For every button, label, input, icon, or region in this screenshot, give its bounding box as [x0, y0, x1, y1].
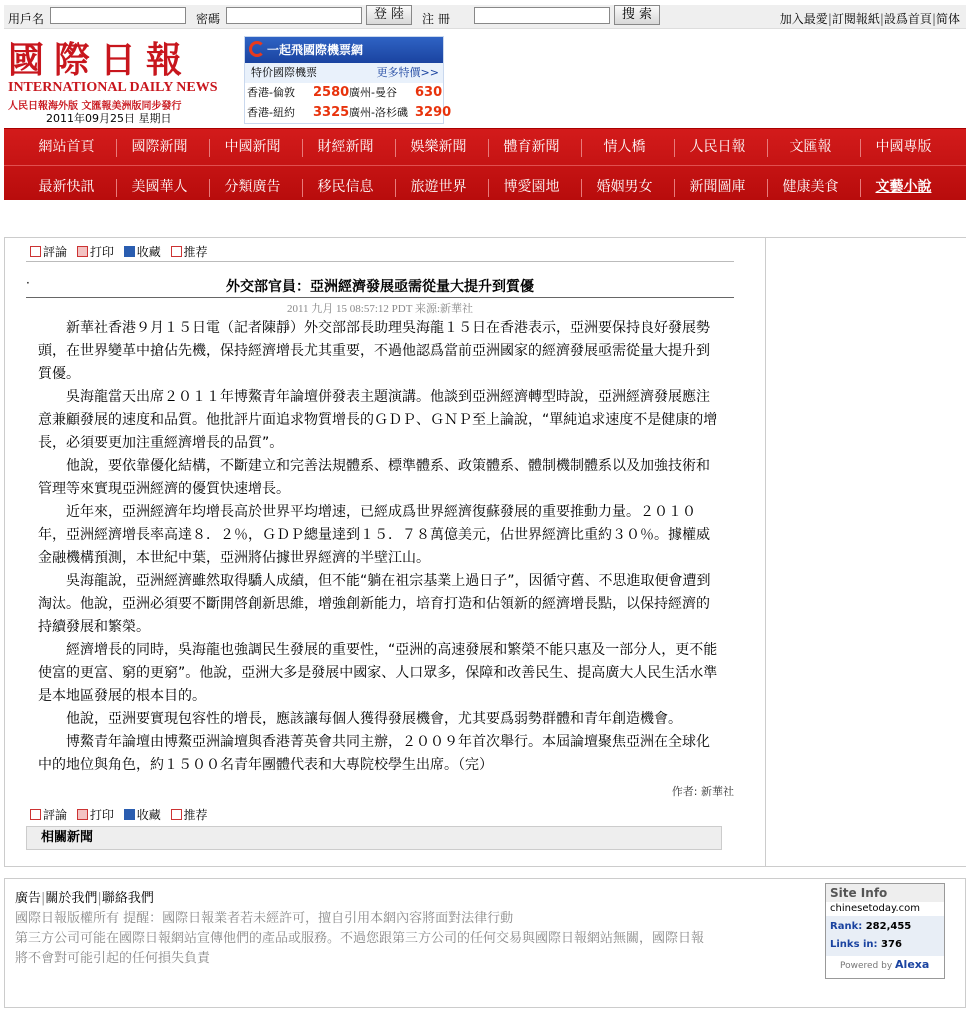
- nav-item[interactable]: 婚姻男女: [596, 179, 653, 195]
- footer-line: 將不會對可能引起的任何損失負責: [15, 951, 211, 966]
- footer-ad-link[interactable]: 廣告: [15, 891, 42, 906]
- article-paragraph: 吳海龍當天出席２０１１年博鰲青年論壇併發表主題演講。他談到亞洲經濟轉型時說，亞洲經濟發展應注意兼顧發展的速度和品質。他批評片面追求物質增長的ＧＤＰ、ＧＮＰ至上論說，“單純追求速度不是健康的增長，必須要更加注重經濟增長的品質”。: [38, 389, 718, 451]
- route-city[interactable]: 香港-紐約: [247, 106, 295, 119]
- main-navigation: [4, 128, 966, 200]
- nav-item[interactable]: 文匯報: [789, 139, 832, 155]
- powered-by: Powered by Alexa: [840, 958, 930, 971]
- logo-english: INTERNATIONAL DAILY NEWS: [8, 80, 218, 95]
- site-logo[interactable]: [8, 39, 218, 112]
- nav-row-2: [4, 169, 966, 205]
- ad-header: [245, 37, 443, 63]
- route-city[interactable]: 香港-倫敦: [247, 86, 295, 99]
- print-button[interactable]: 打印: [77, 243, 114, 260]
- article-paragraph: 博鰲青年論壇由博鰲亞洲論壇與香港菁英會共同主辦，２００９年首次舉行。本屆論壇聚焦亞洲在全球化中的地位與角色，約１５００名青年團體代表和大專院校學生出席。（完）: [38, 734, 710, 773]
- top-links: 加入最愛|訂閱報紙|設爲首頁|简体: [779, 12, 960, 26]
- route-city[interactable]: 廣州-洛杉磯: [349, 106, 408, 119]
- nav-item[interactable]: 旅遊世界: [410, 179, 467, 195]
- nav-item[interactable]: 財經新聞: [317, 139, 374, 155]
- nav-item[interactable]: 新聞圖庫: [689, 179, 746, 195]
- favorite-button[interactable]: 收藏: [124, 806, 161, 823]
- username-label: 用戶名: [8, 12, 45, 26]
- nav-item[interactable]: 美國華人: [131, 179, 188, 195]
- article-tools-top: [30, 243, 214, 260]
- article-paragraph: 新華社香港９月１５日電（記者陳靜）外交部部長助理吳海龍１５日在香港表示，亞洲要保持良好發展勢頭，在世界變革中搶佔先機，保持經濟增長尤其重要，不過他認爲當前亞洲國家的經濟發展亟需從量大提升到質優。: [38, 320, 710, 382]
- divider: [26, 261, 734, 262]
- site-footer: [4, 878, 966, 1008]
- article-tools-bottom: [30, 806, 214, 823]
- links-value: 376: [881, 939, 902, 950]
- article-title-bar: [26, 276, 734, 298]
- search-input[interactable]: [474, 7, 610, 24]
- article-paragraph: 經濟增長的同時，吳海龍也強調民生發展的重要性，“亞洲的高速發展和繁榮不能只惠及一部分人，更不能使富的更富、窮的更窮”。他說，亞洲大多是發展中國家、人口眾多，保障和改善民生、提高廣大人民生活水準是本地區發展的根本目的。: [38, 642, 718, 704]
- comment-button[interactable]: 評論: [30, 243, 67, 260]
- recommend-button[interactable]: 推荐: [171, 243, 208, 260]
- printer-icon: [77, 809, 88, 820]
- footer-line: 國際日報版權所有 提醒：國際日報業者若未經許可，擅自引用本網內容將面對法律行動: [15, 911, 514, 926]
- nav-item[interactable]: 網站首頁: [38, 139, 95, 155]
- simplified-chinese-link[interactable]: 简体: [935, 12, 960, 26]
- bookmark-icon: [124, 246, 135, 257]
- nav-item[interactable]: 分類廣告: [224, 179, 281, 195]
- comment-button[interactable]: 評論: [30, 806, 67, 823]
- logo-chinese: 國際日報: [8, 39, 193, 81]
- subscribe-link[interactable]: 訂閱報紙: [831, 12, 880, 26]
- siteinfo-domain: chinesetoday.com: [830, 903, 921, 914]
- set-homepage-link[interactable]: 設爲首頁: [883, 12, 932, 26]
- ad-route-row: [245, 83, 443, 103]
- route-price: 630: [415, 85, 443, 100]
- nav-item[interactable]: 國際新聞: [131, 139, 188, 155]
- article-meta: 2011 九月 15 08:57:12 PDT 来源:新華社: [286, 303, 474, 315]
- nav-item[interactable]: 情人橋: [603, 139, 646, 155]
- favorite-button[interactable]: 收藏: [124, 243, 161, 260]
- top-login-bar: [4, 5, 966, 29]
- nav-item[interactable]: 移民信息: [317, 179, 374, 195]
- nav-item-active[interactable]: 文藝小說: [875, 179, 932, 195]
- footer-line: 第三方公司可能在國際日報網站宣傳他們的產品或服務。不過您跟第三方公司的任何交易與國際日報網站無關，國際日報: [15, 931, 705, 946]
- footer-about-link[interactable]: 關於我們: [45, 891, 98, 906]
- nav-item[interactable]: 最新快訊: [38, 179, 95, 195]
- links-label: Links in:: [830, 939, 878, 950]
- nav-row-1: [4, 129, 966, 165]
- article-paragraph: 吳海龍說，亞洲經濟雖然取得驕人成績，但不能“躺在祖宗基業上過日子”，因循守舊、不思進取便會遭到淘汰。他說，亞洲必須要不斷開啓創新思維，增強創新能力，培育打造和佔領新的經濟增長點，以保持經濟的持續發展和繁榮。: [38, 573, 711, 635]
- pen-icon: [30, 809, 41, 820]
- ad-title: 一起飛國際機票網: [267, 43, 364, 57]
- article-author: 作者: 新華社: [671, 785, 734, 798]
- mail-icon: [171, 246, 182, 257]
- ad-subtitle: 特价國際機票: [251, 66, 317, 79]
- search-button[interactable]: 搜 索: [614, 5, 660, 25]
- nav-item[interactable]: 娛樂新聞: [410, 139, 467, 155]
- ad-more-link[interactable]: 更多特價>>: [376, 66, 439, 79]
- nav-item[interactable]: 體育新聞: [503, 139, 560, 155]
- article-body: [38, 317, 718, 777]
- printer-icon: [77, 246, 88, 257]
- ad-route-row: [245, 103, 452, 123]
- recommend-button[interactable]: 推荐: [171, 806, 208, 823]
- article-title: 外交部官員：亞洲經濟發展亟需從量大提升到質優: [226, 279, 534, 295]
- footer-disclaimer: [15, 909, 715, 969]
- rank-value: 282,455: [865, 921, 912, 932]
- password-input[interactable]: [226, 7, 362, 24]
- footer-contact-link[interactable]: 聯絡我們: [101, 891, 154, 906]
- rank-label: Rank:: [830, 921, 863, 932]
- print-button[interactable]: 打印: [77, 806, 114, 823]
- route-price: 3290: [415, 105, 452, 120]
- nav-item[interactable]: 中國新聞: [224, 139, 281, 155]
- related-news-header: 相關新聞: [26, 826, 722, 850]
- siteinfo-title: Site Info: [826, 884, 944, 902]
- title-bullet: ·: [26, 276, 30, 290]
- nav-item[interactable]: 中國專版: [875, 139, 932, 155]
- register-link[interactable]: 注 冊: [422, 12, 450, 26]
- password-label: 密碼: [196, 12, 221, 26]
- pen-icon: [30, 246, 41, 257]
- nav-item[interactable]: 人民日報: [689, 139, 746, 155]
- ad-subheader: [245, 63, 443, 83]
- logo-subtitle: 人民日報海外版 文匯報美洲版同步發行: [8, 101, 182, 112]
- username-input[interactable]: [50, 7, 186, 24]
- login-button[interactable]: 登 陸: [366, 5, 412, 25]
- nav-item[interactable]: 健康美食: [782, 179, 839, 195]
- article-paragraph: 近年來，亞洲經濟年均增長高於世界平均增速，已經成爲世界經濟復蘇發展的重要推動力量。２０１０年，亞洲經濟增長率高達８．２％，ＧＤＰ總量達到１５．７８萬億美元，佔世界經濟比重約３０％。據權威金融機構預測，本世紀中葉，亞洲將佔據世界經濟的半壁江山。: [38, 504, 710, 566]
- route-city[interactable]: 廣州-曼谷: [349, 86, 397, 99]
- swirl-logo-icon: [249, 41, 265, 57]
- alexa-logo-icon: Alexa: [895, 958, 930, 971]
- add-favorite-link[interactable]: 加入最愛: [779, 12, 828, 26]
- nav-item[interactable]: 博愛園地: [503, 179, 560, 195]
- flight-ad-banner[interactable]: [244, 36, 452, 124]
- footer-links: 廣告|關於我們|聯絡我們: [15, 891, 154, 906]
- article-paragraph: 他說，要依靠優化結構，不斷建立和完善法規體系、標準體系、政策體系、體制機制體系以及加強技術和管理等來實現亞洲經濟的優質快速增長。: [38, 458, 710, 497]
- route-price: 3325: [313, 105, 350, 120]
- route-price: 2580: [313, 85, 350, 100]
- current-date: 2011年09月25日 星期日: [46, 112, 172, 125]
- mail-icon: [171, 809, 182, 820]
- article-paragraph: 他說，亞洲要實現包容性的增長，應該讓每個人獲得發展機會，尤其要爲弱勢群體和青年創造機會。: [66, 711, 682, 727]
- bookmark-icon: [124, 809, 135, 820]
- siteinfo-stats: [826, 916, 944, 956]
- alexa-site-info-widget[interactable]: [825, 883, 945, 979]
